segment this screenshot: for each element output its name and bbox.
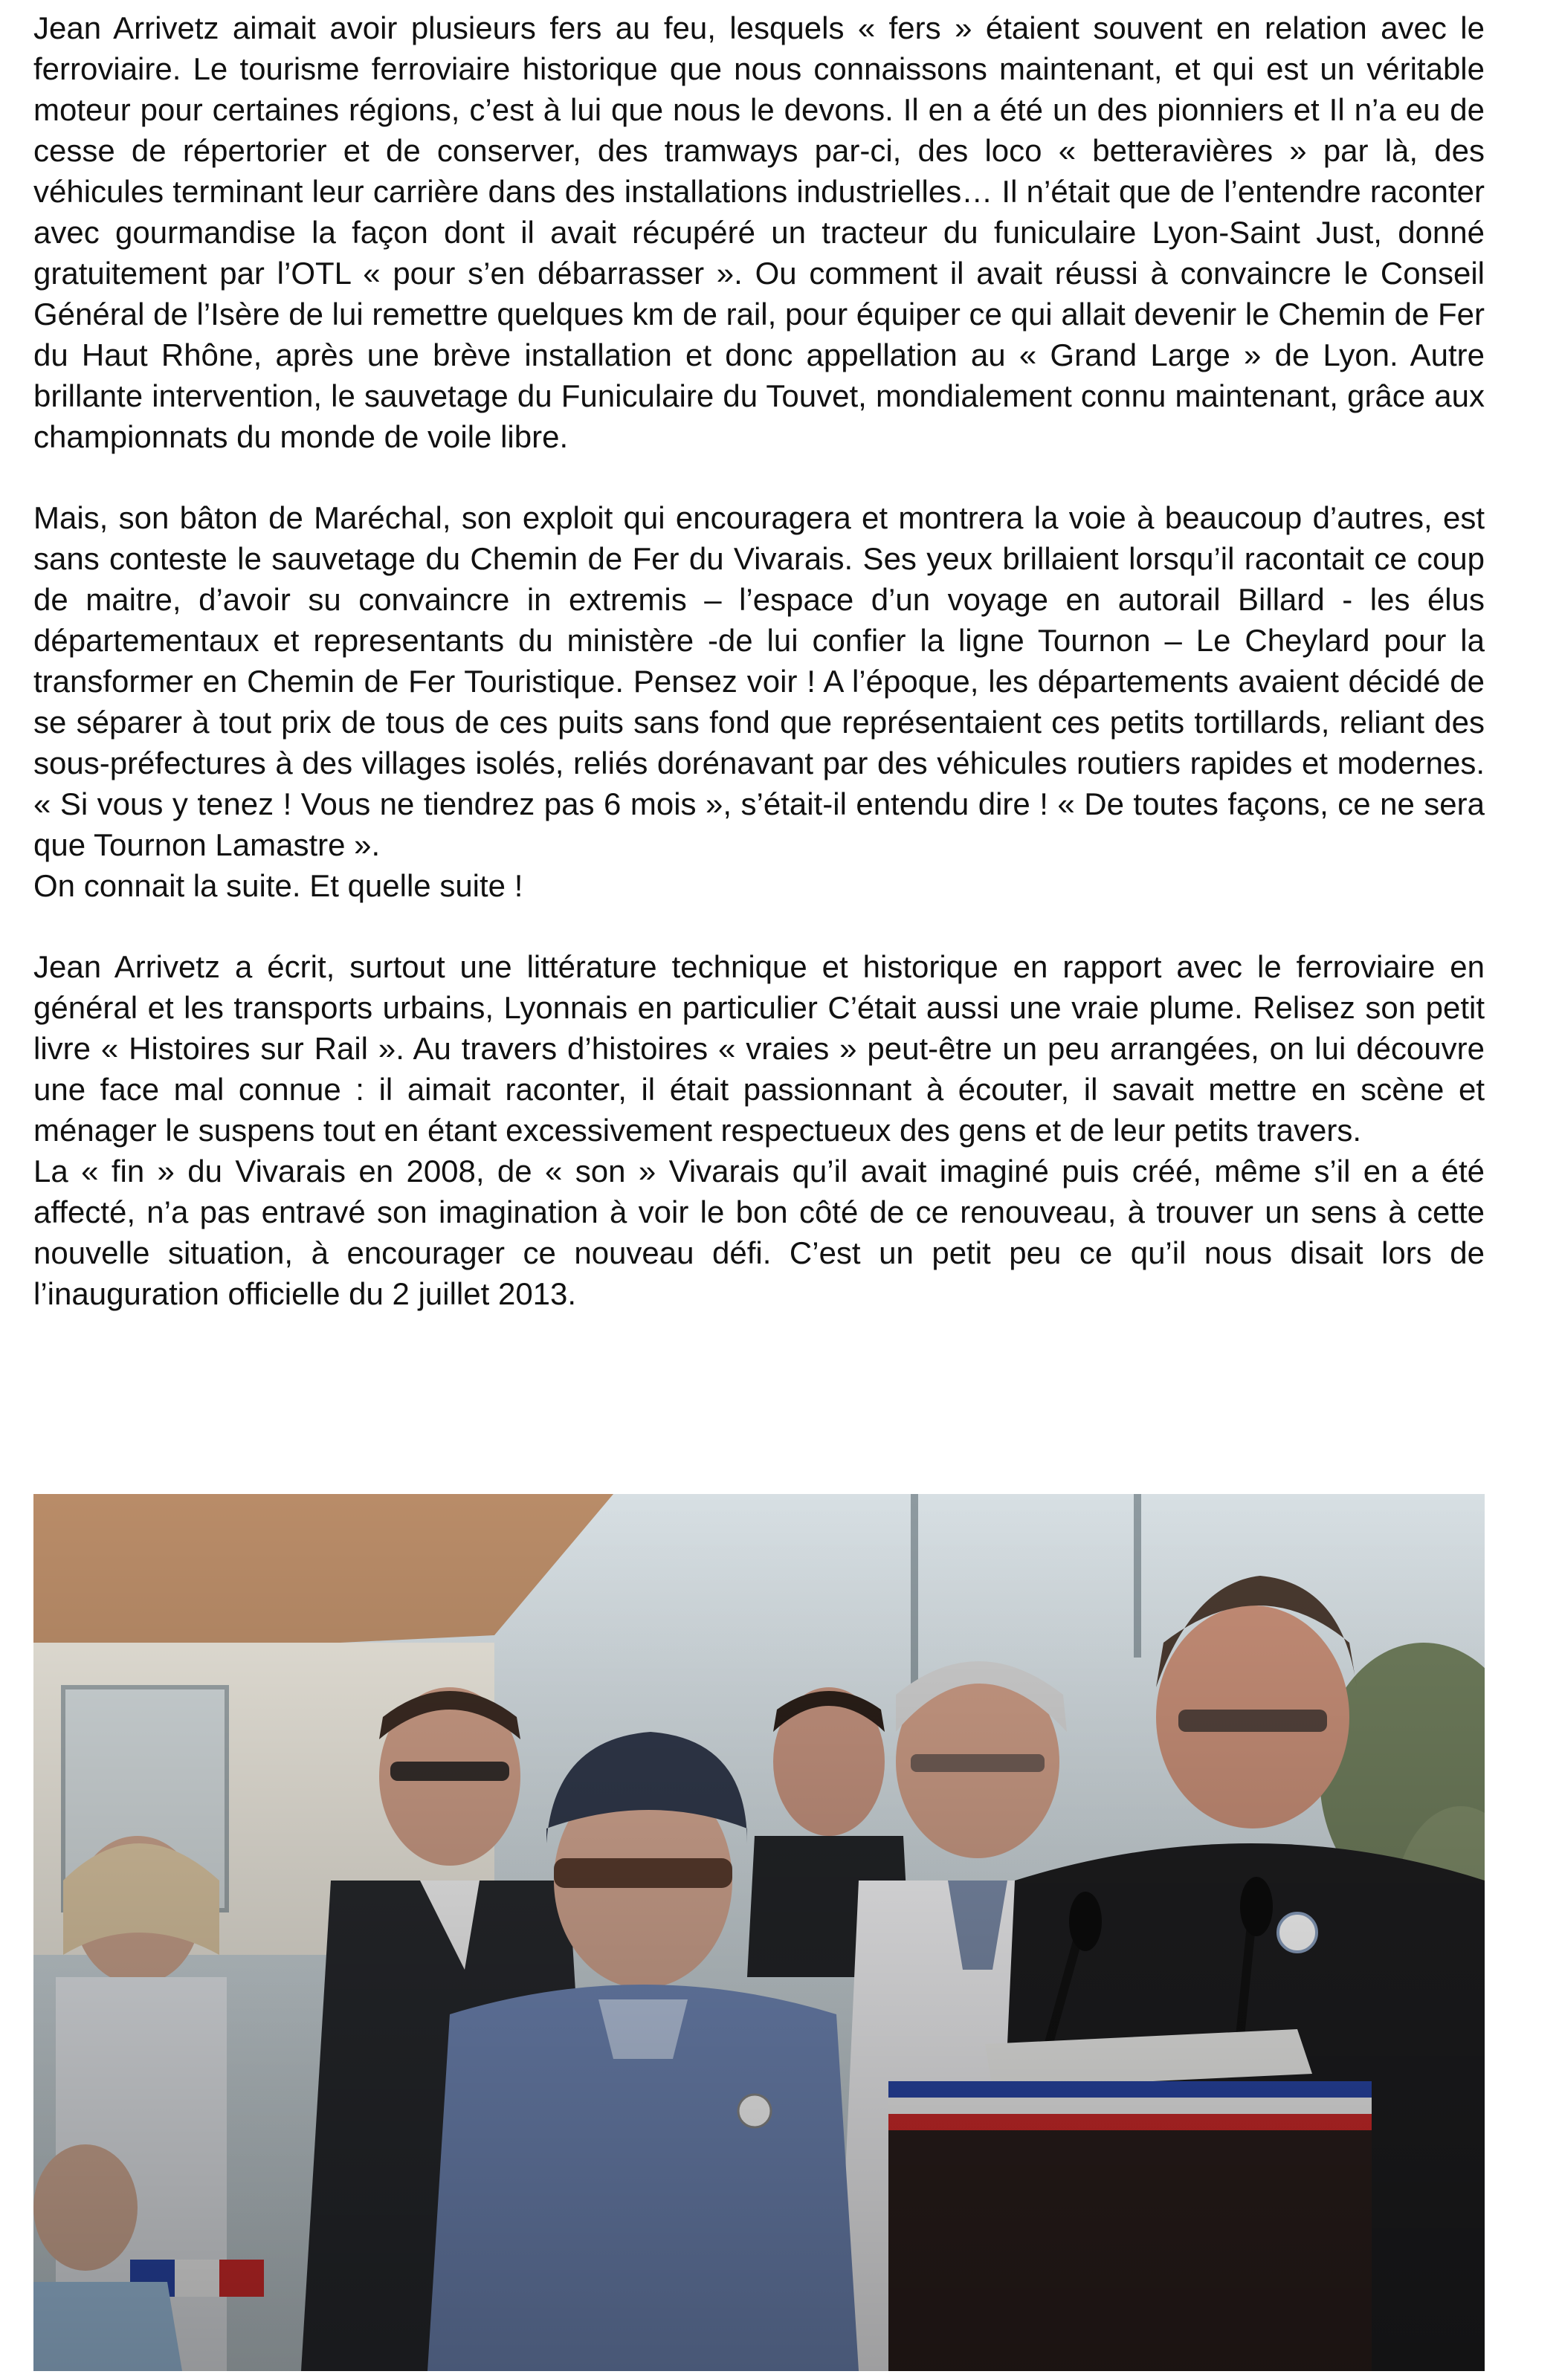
paragraph-intro: Jean Arrivetz aimait avoir plusieurs fers au feu, lesquels « fers » étaient souvent en relation avec le ferroviaire. Le tourisme ferroviaire historique que nous connaissons maintenant, et qui est un véritable moteur pour certaines régions, c’est à lui que nous le devons. Il en a été un des pionniers et Il n’a eu de cesse de répertorier et de conserver, des tramways par-ci, des loco « betteravières » par là, des véhicules terminant leur carrière dans des installations industrielles… Il n’était que de l’entendre raconter avec gourmandise la façon dont il avait récupéré un tracteur du funiculaire Lyon-Saint Just, donné gratuitement par l’OTL « pour s’en débarrasser ». Ou comment il avait réussi à convaincre le Conseil Général de l’Isère de lui remettre quelques km de rail, pour équiper ce qui allait devenir le Chemin de Fer du Haut Rhône, après une brève installation et donc appellation au « Grand Large » de Lyon. Autre brillante intervention, le sauvetage du Funiculaire du Touvet, mondialement connu maintenant, grâce aux championnats du monde de voile libre.	[33, 10, 1485, 454]
photo-illustration	[33, 1494, 1485, 2371]
paragraph-end-vivarais: La « fin » du Vivarais en 2008, de « son » Vivarais qu’il avait imaginé puis créé, même s’il en a été affecté, n’a pas entravé son imagination à voir le bon côté de ce renouveau, à trouver un sens à cette nouvelle situation, à encourager ce nouveau défi. C’est un petit peu ce qu’il nous disait lors de l’inauguration officielle du 2 juillet 2013.	[33, 1154, 1485, 1311]
paragraph-suite: On connait la suite. Et quelle suite !	[33, 868, 523, 903]
paragraph-vivarais: Mais, son bâton de Maréchal, son exploit qui encouragera et montrera la voie à beaucoup d’autres, est sans conteste le sauvetage du Chemin de Fer du Vivarais. Ses yeux brillaient lorsqu’il racontait ce coup de maitre, d’avoir su convaincre in extremis – l’espace d’un voyage en autorail Billard - les élus départementaux et representants du ministère -de lui confier la ligne Tournon – Le Cheylard pour la transformer en Chemin de Fer Touristique. Pensez voir ! A l’époque, les départements avaient décidé de se séparer à tout prix de tous de ces puits sans fond que représentaient ces petits tortillards, reliant des sous-préfectures à des villages isolés, reliés dorénavant par des véhicules routiers rapides et modernes. « Si vous y tenez ! Vous ne tiendrez pas 6 mois », s’était-il entendu dire ! « De toutes façons, ce ne sera que Tournon Lamastre ».	[33, 500, 1485, 862]
article-body	[33, 7, 1485, 1354]
inauguration-photo	[33, 1494, 1485, 2371]
paragraph-writings: Jean Arrivetz a écrit, surtout une littérature technique et historique en rapport avec le ferroviaire en général et les transports urbains, Lyonnais en particulier C’était aussi une vraie plume. Relisez son petit livre « Histoires sur Rail ». Au travers d’histoires « vraies » peut-être un peu arrangées, on lui découvre une face mal connue : il aimait raconter, il était passionnant à écouter, il savait mettre en scène et ménager le suspens tout en étant excessivement respectueux des gens et de leur petits travers.	[33, 949, 1485, 1148]
